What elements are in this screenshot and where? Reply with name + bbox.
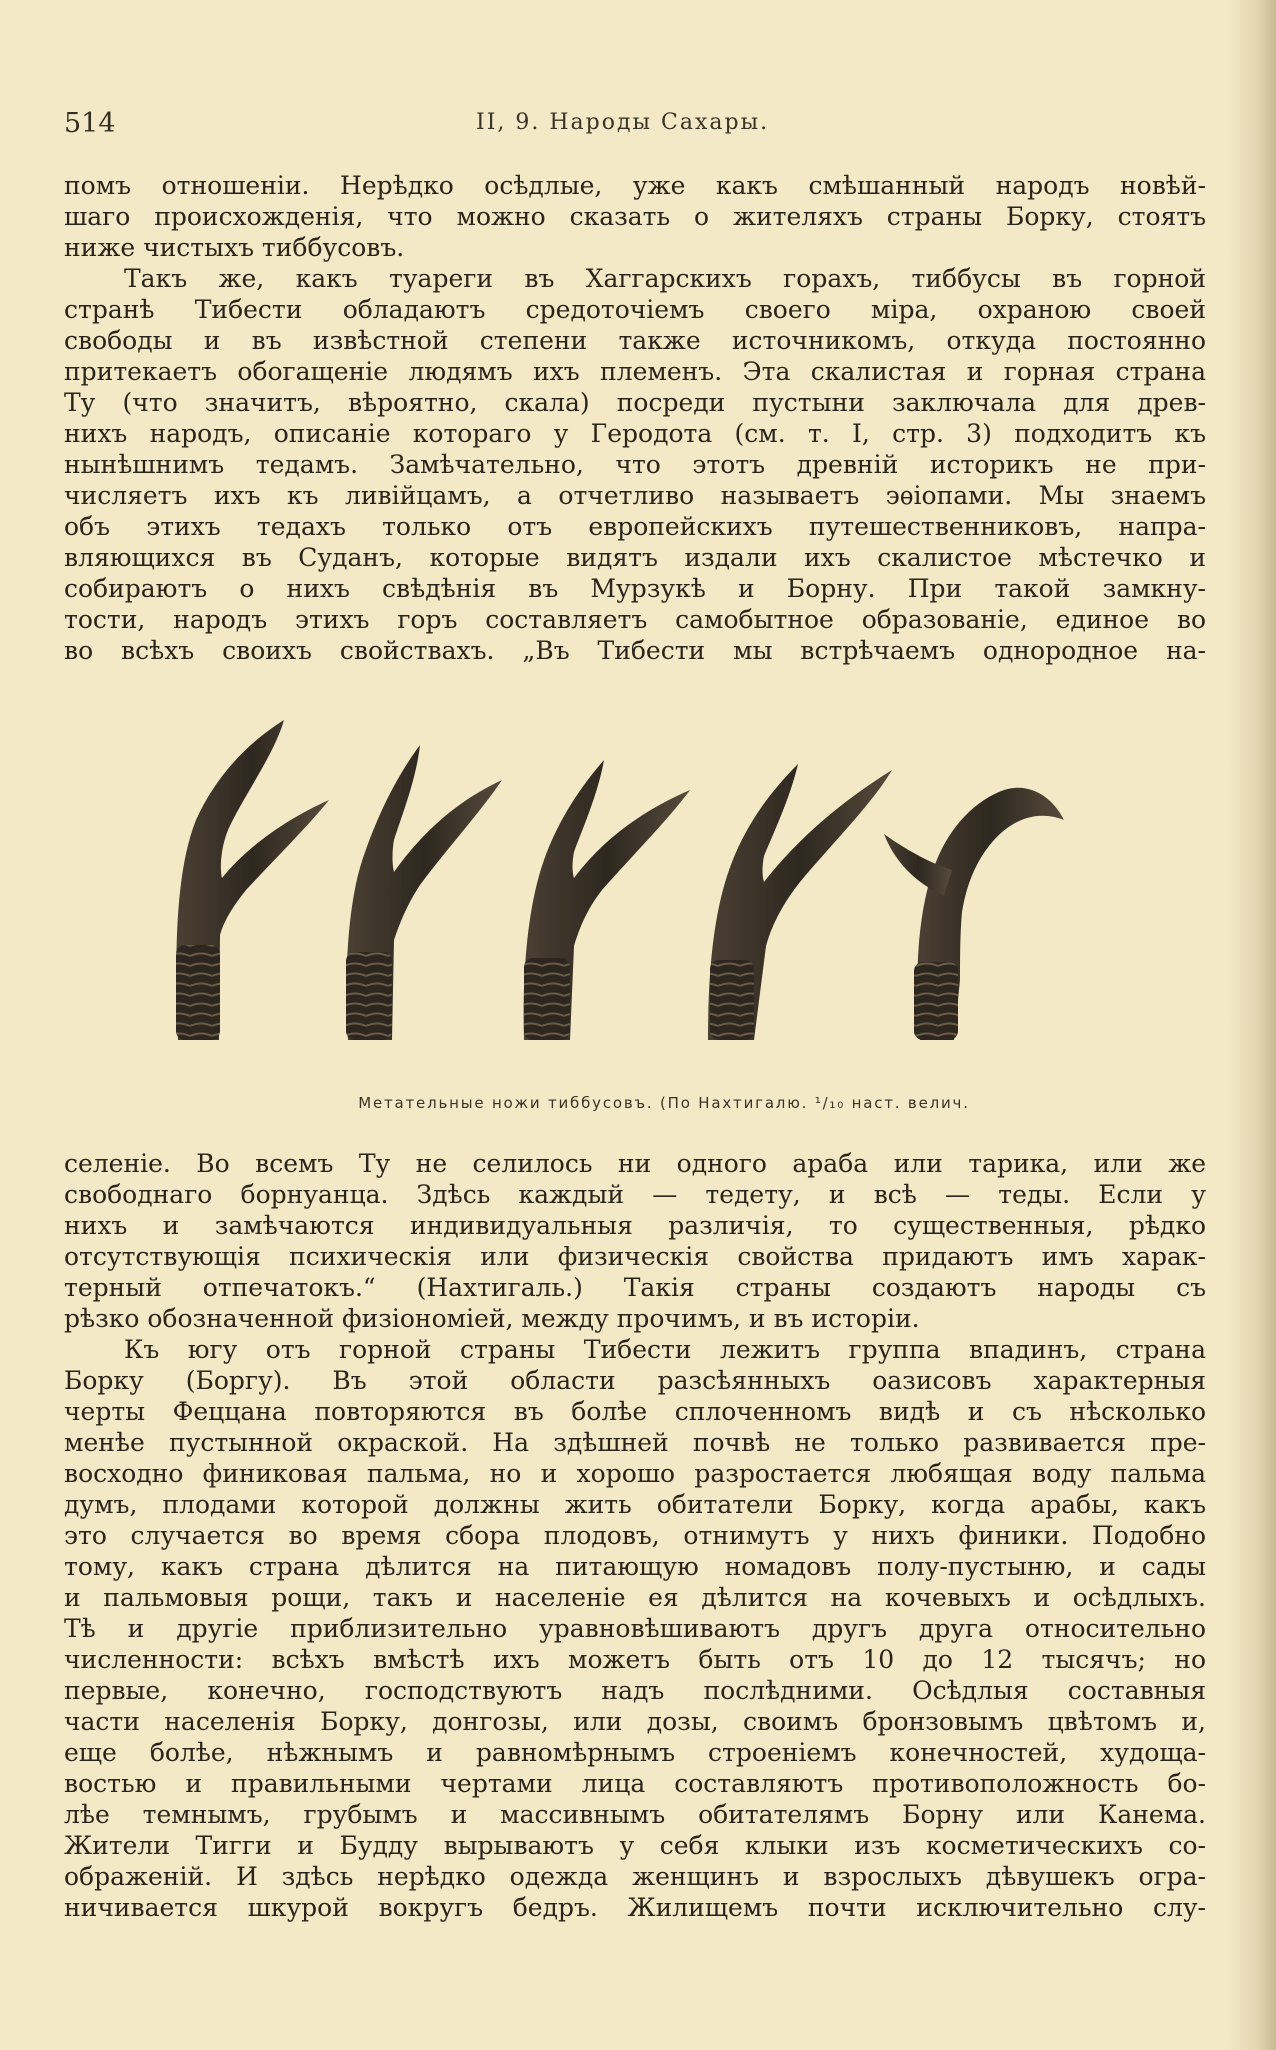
page-header [64,108,1206,140]
throwing-knife-5 [884,788,1064,1040]
throwing-knife-1 [176,720,329,1040]
text-line: ничивается шкурой вокругъ бедръ. Жилищемъ почти исключительно слу- [64,1893,1206,1922]
text-line: терный отпечатокъ.“ (Нахтигаль.) Такiя страны создаютъ народы съ [64,1273,1206,1302]
text-line: помъ отношенiи. Нерѣдко осѣдлые, уже какъ смѣшанный народъ новѣй- [64,171,1206,200]
text-line: объ этихъ тедахъ только отъ европейскихъ путешественниковъ, напра- [64,512,1206,541]
throwing-knives-figure [124,700,1204,1140]
page-number: 514 [64,108,116,139]
text-line: тости, народъ этихъ горъ составляетъ самобытное образованiе, единое во [64,605,1206,634]
text-line: нынѣшнимъ тедамъ. Замѣчательно, что этотъ древнiй историкъ не при- [64,450,1206,479]
text-line: первые, конечно, господствуютъ надъ послѣдними. Осѣдлыя составныя [64,1676,1206,1705]
text-line: Такъ же, какъ туареги въ Хаггарскихъ горахъ, тиббусы въ горной [124,264,1206,293]
text-line: это случается во время сбора плодовъ, отнимутъ у нихъ финики. Подобно [64,1521,1206,1550]
text-line: ниже чистыхъ тиббусовъ. [64,233,405,262]
text-line: числяетъ ихъ къ ливiйцамъ, а отчетливо называетъ эѳiопами. Мы знаемъ [64,481,1206,510]
text-line: шаго происхожденiя, что можно сказать о жителяхъ страны Борку, стоятъ [64,202,1206,231]
throwing-knife-3 [524,760,690,1040]
text-line: Къ югу отъ горной страны Тибести лежитъ группа впадинъ, страна [124,1335,1206,1364]
text-line: ображенiй. И здѣсь нерѣдко одежда женщинъ и взрослыхъ дѣвушекъ огра- [64,1862,1206,1891]
text-line: нихъ народъ, описанiе котораго у Геродота (см. т. I, стр. 3) подходитъ къ [64,419,1206,448]
text-line: собираютъ о нихъ свѣдѣнiя въ Мурзукѣ и Борну. При такой замкну- [64,574,1206,603]
text-line: Жители Тигги и Будду вырываютъ у себя клыки изъ косметическихъ со- [64,1831,1206,1860]
page-edge-shadow [1228,0,1276,2050]
text-line: черты Феццана повторяются въ болѣе сплоченномъ видѣ и съ нѣсколько [64,1397,1206,1426]
text-line: нихъ и замѣчаются индивидуальныя различiя, то существенныя, рѣдко [64,1211,1206,1240]
text-line: рѣзко обозначенной физiономiей, между прочимъ, и въ исторiи. [64,1304,920,1333]
text-line: Борку (Боргу). Въ этой области разсѣянныхъ оазисовъ характерныя [64,1366,1206,1395]
text-line: странѣ Тибести обладаютъ средоточiемъ своего мiра, охраною своей [64,295,1206,324]
text-line: вляющихся въ Суданъ, которые видятъ издали ихъ скалистое мѣстечко и [64,543,1206,572]
throwing-knife-2 [346,745,502,1040]
lower-text-block [64,1148,1206,1923]
text-line: менѣе пустынной окраской. На здѣшней почвѣ не только развивается пре- [64,1428,1206,1457]
text-line: лѣе темнымъ, грубымъ и массивнымъ обитателямъ Борну или Канема. [64,1800,1206,1829]
text-line: еще болѣе, нѣжнымъ и равномѣрнымъ строенiемъ конечностей, худоща- [64,1738,1206,1767]
text-line: восходно финиковая пальма, но и хорошо разростается любящая воду пальма [64,1459,1206,1488]
text-line: свободы и въ извѣстной степени также источникомъ, откуда постоянно [64,326,1206,355]
text-line: части населенiя Борку, донгозы, или дозы, своимъ бронзовымъ цвѣтомъ и, [64,1707,1206,1736]
text-line: отсутствующiя психическiя или физическiя свойства придаютъ имъ харак- [64,1242,1206,1271]
running-title: II, 9. Народы Сахары. [476,110,770,135]
text-line: думъ, плодами которой должны жить обитатели Борку, когда арабы, какъ [64,1490,1206,1519]
figure-caption: Метательные ножи тиббусовъ. (По Нахтигалю. ¹/₁₀ наст. велич. [358,1094,970,1112]
upper-text-block [64,170,1206,666]
book-page [64,0,1206,2050]
text-line: свободнаго борнуанца. Здѣсь каждый — тедету, и всѣ — теды. Если у [64,1180,1206,1209]
text-line: во всѣхъ своихъ свойствахъ. „Въ Тибести мы встрѣчаемъ однородное на- [64,636,1206,665]
throwing-knife-4 [708,764,892,1040]
text-line: Тѣ и другiе приблизительно уравновѣшиваютъ другъ друга относительно [64,1614,1206,1643]
text-line: численности: всѣхъ вмѣстѣ ихъ можетъ быть отъ 10 до 12 тысячъ; но [64,1645,1206,1674]
text-line: тому, какъ страна дѣлится на питающую номадовъ полу-пустыню, и сады [64,1552,1206,1581]
text-line: Ту (что значитъ, вѣроятно, скала) посреди пустыни заключала для древ- [64,388,1206,417]
throwing-knives-illustration [124,700,1204,1090]
text-line: и пальмовыя рощи, такъ и населенiе ея дѣлится на кочевыхъ и осѣдлыхъ. [64,1583,1206,1612]
text-line: селенiе. Во всемъ Ту не селилось ни одного араба или тарика, или же [64,1149,1206,1178]
text-line: востью и правильными чертами лица составляютъ противоположность бо- [64,1769,1206,1798]
text-line: притекаетъ обогащенiе людямъ ихъ племенъ. Эта скалистая и горная страна [64,357,1206,386]
